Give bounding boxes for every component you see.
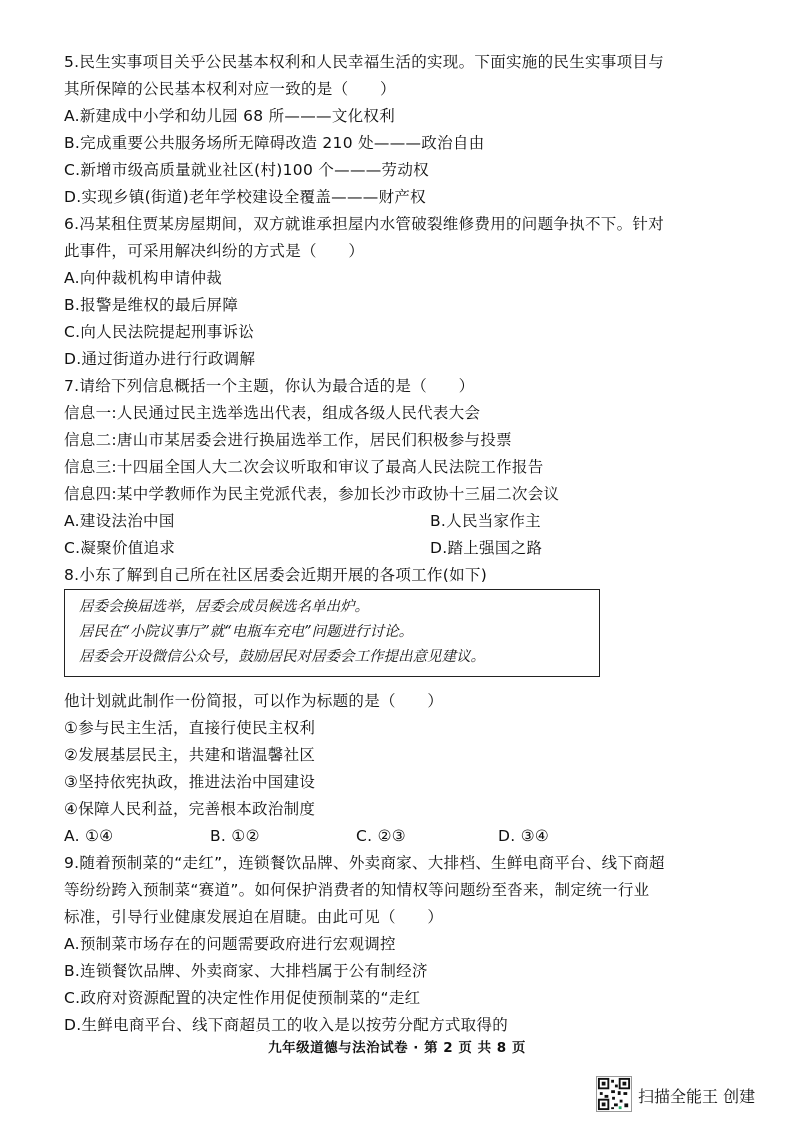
q8-statement-4: ④保障人民利益，完善根本政治制度: [64, 800, 316, 818]
q5-stem-line2: 其所保障的公民基本权利对应一致的是（ ）: [64, 80, 396, 98]
q7-option-a: A.建设法治中国: [64, 512, 175, 530]
q9-option-c: C.政府对资源配置的决定性作用促使预制菜的“走红: [64, 989, 421, 1007]
q8-box-line2: 居民在“小院议事厅”就“电瓶车充电”问题进行讨论。: [79, 624, 414, 640]
q8-options-row: [64, 826, 584, 846]
q5-stem-line1: 5.民生实事项目关乎公民基本权利和人民幸福生活的实现。下面实施的民生实事项目与: [64, 53, 664, 71]
q9-stem-line1: 9.随着预制菜的“走红”，连锁餐饮品牌、外卖商家、大排档、生鲜电商平台、线下商超: [64, 854, 665, 872]
q8-statement-3: ③坚持依宪执政，推进法治中国建设: [64, 773, 316, 791]
q5-option-d: D.实现乡镇(街道)老年学校建设全覆盖———财产权: [64, 188, 426, 206]
q8-option-c: C. ②③: [356, 827, 406, 845]
q8-stem: 8.小东了解到自己所在社区居委会近期开展的各项工作(如下): [64, 566, 488, 584]
q6-stem-line2: 此事件，可采用解决纠纷的方式是（ ）: [64, 242, 365, 260]
q8-option-b: B. ①②: [210, 827, 260, 845]
q6-option-b: B.报警是维权的最后屏障: [64, 296, 239, 314]
page-footer: 九年级道德与法治试卷 · 第 2 页 共 8 页: [268, 1040, 526, 1056]
q8-ask: 他计划就此制作一份简报，可以作为标题的是（ ）: [64, 692, 444, 710]
q5-option-c: C.新增市级高质量就业社区(村)100 个———劳动权: [64, 161, 429, 179]
q7-option-c: C.凝聚价值追求: [64, 539, 176, 557]
q5-option-b: B.完成重要公共服务场所无障碍改造 210 处———政治自由: [64, 134, 485, 152]
q5-option-a: A.新建成中小学和幼儿园 68 所———文化权利: [64, 107, 396, 125]
q7-info-1: 信息一:人民通过民主选举选出代表，组成各级人民代表大会: [64, 404, 481, 422]
q8-box-line1: 居委会换届选举，居委会成员候选名单出炉。: [79, 599, 369, 615]
scanner-watermark: [596, 1072, 786, 1116]
q9-stem-line2: 等纷纷跨入预制菜“赛道”。如何保护消费者的知情权等问题纷至沓来，制定统一行业: [64, 881, 650, 899]
q7-stem: 7.请给下列信息概括一个主题，你认为最合适的是（ ）: [64, 377, 475, 395]
q6-stem-line1: 6.冯某租住贾某房屋期间，双方就谁承担屋内水管破裂维修费用的问题争执不下。针对: [64, 215, 664, 233]
qr-code-icon: [596, 1076, 632, 1112]
q8-statement-1: ①参与民主生活，直接行使民主权利: [64, 719, 316, 737]
q9-option-d: D.生鲜电商平台、线下商超员工的收入是以按劳分配方式取得的: [64, 1016, 509, 1034]
q8-info-box: [64, 589, 600, 677]
q8-option-d: D. ③④: [498, 827, 550, 845]
q9-option-b: B.连锁餐饮品牌、外卖商家、大排档属于公有制经济: [64, 962, 428, 980]
q8-option-a: A. ①④: [64, 827, 114, 845]
q7-option-d: D.踏上强国之路: [430, 539, 543, 557]
q9-option-a: A.预制菜市场存在的问题需要政府进行宏观调控: [64, 935, 396, 953]
q7-info-4: 信息四:某中学教师作为民主党派代表，参加长沙市政协十三届二次会议: [64, 485, 560, 503]
q7-option-b: B.人民当家作主: [430, 512, 541, 530]
q6-option-a: A.向仲裁机构申请仲裁: [64, 269, 223, 287]
q8-statement-2: ②发展基层民主，共建和谐温馨社区: [64, 746, 316, 764]
q6-option-c: C.向人民法院提起刑事诉讼: [64, 323, 255, 341]
q7-info-2: 信息二:唐山市某居委会进行换届选举工作，居民们积极参与投票: [64, 431, 512, 449]
q7-info-3: 信息三:十四届全国人大二次会议听取和审议了最高人民法院工作报告: [64, 458, 544, 476]
watermark-text: 扫描全能王 创建: [638, 1087, 756, 1106]
q9-stem-line3: 标准，引导行业健康发展迫在眉睫。由此可见（ ）: [64, 908, 444, 926]
q6-option-d: D.通过街道办进行行政调解: [64, 350, 256, 368]
q8-box-line3: 居委会开设微信公众号，鼓励居民对居委会工作提出意见建议。: [79, 649, 485, 665]
